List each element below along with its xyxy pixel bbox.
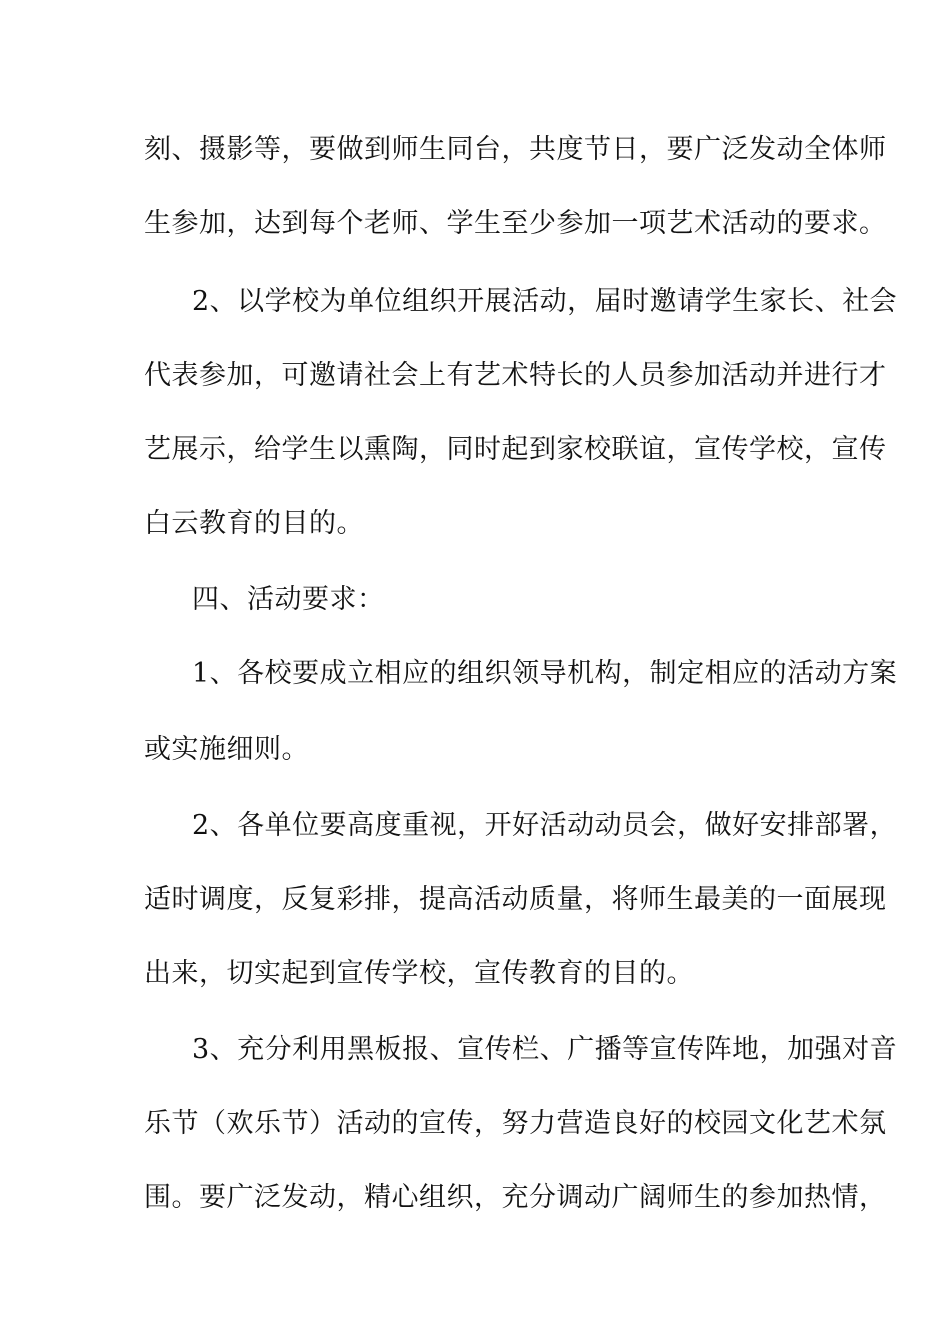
paragraph-line: 生参加，达到每个老师、学生至少参加一项艺术活动的要求。 [144,208,887,239]
paragraph-line: 乐节（欢乐节）活动的宣传，努力营造良好的校园文化艺术氛 [144,1108,887,1139]
paragraph-line: 2、以学校为单位组织开展活动，届时邀请学生家长、社会 [192,286,898,317]
paragraph-line: 代表参加，可邀请社会上有艺术特长的人员参加活动并进行才 [144,360,887,391]
paragraph-line: 围。要广泛发动，精心组织，充分调动广阔师生的参加热情， [144,1182,887,1213]
paragraph-line: 2、各单位要高度重视，开好活动动员会，做好安排部署， [192,810,898,841]
paragraph-line: 白云教育的目的。 [144,508,364,539]
paragraph-line: 出来，切实起到宣传学校，宣传教育的目的。 [144,958,694,989]
section-heading: 四、活动要求： [192,584,385,615]
paragraph-line: 艺展示，给学生以熏陶，同时起到家校联谊，宣传学校，宣传 [144,434,887,465]
paragraph-line: 适时调度，反复彩排，提高活动质量，将师生最美的一面展现 [144,884,887,915]
paragraph-line: 或实施细则。 [144,734,309,765]
paragraph-line: 1、各校要成立相应的组织领导机构，制定相应的活动方案 [192,658,898,689]
paragraph-line: 3、充分利用黑板报、宣传栏、广播等宣传阵地，加强对音 [192,1034,898,1065]
paragraph-line: 刻、摄影等，要做到师生同台，共度节日，要广泛发动全体师 [144,134,887,165]
